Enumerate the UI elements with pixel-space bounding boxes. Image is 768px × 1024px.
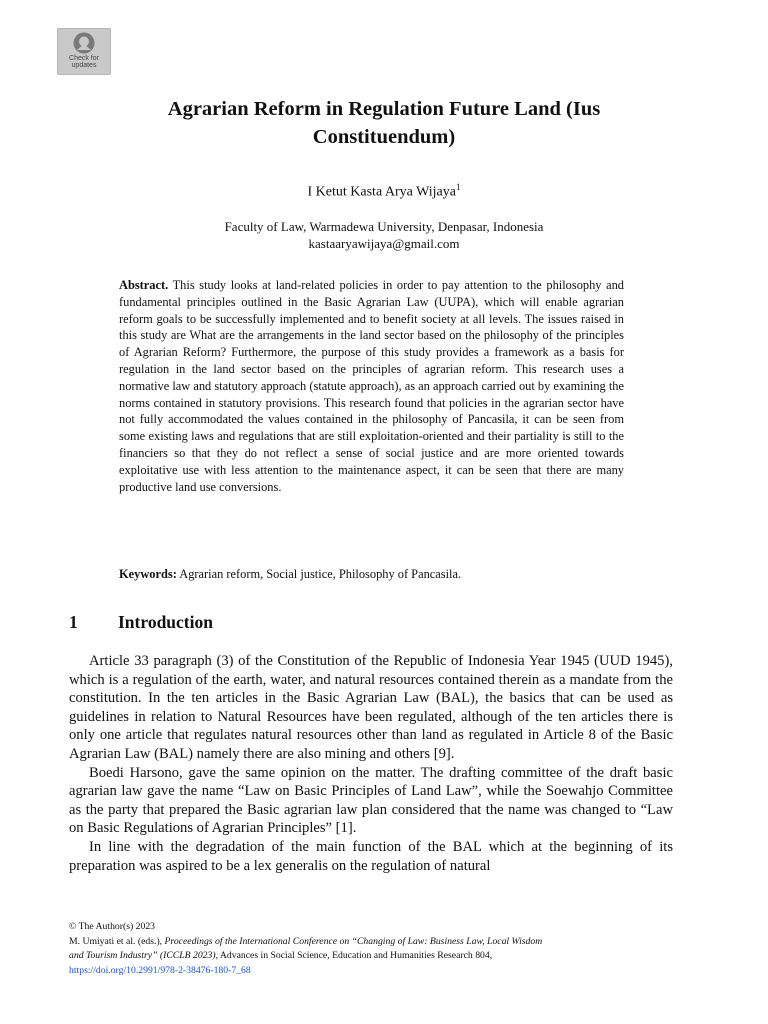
abstract-text: This study looks at land-related policies in order to pay attention to the philosophy and fundamental principles outlined in the Basic Agrarian Law (UUPA), which will enable agrarian reform goals to be successfully implemented and to benefit society at all levels. The issues raised in this study are What are the arrangements in the land sector based on the philosophy of the principles of Agrarian Reform? Furthermore, the purpose of this study provides a framework as a basis for regulation in the land sector based on the principles of agrarian reform. This research uses a normative law and statutory approach (statute approach), as an approach carried out by examining the norms contained in statutory provisions. This research found that policies in the agrarian sector have not fully accommodated the values contained in the philosophy of Pancasila, it can be seen from some existing laws and regulations that are still exploitation-oriented and their partiality is still to the financiers so that they do not reflect a sense of social justice and are more oriented towards exploitative use with less attention to the maintenance aspect, it can be seen that there are many productive land use conversions. [119, 278, 624, 494]
title-line-2: Constituendum) [312, 126, 456, 148]
section-number: 1 [69, 612, 78, 632]
body-text [69, 652, 673, 875]
author [84, 182, 684, 201]
paper-title [84, 95, 684, 151]
author-affiliation-marker: 1 [455, 182, 461, 192]
affiliation [84, 218, 684, 252]
author-email[interactable]: kastaaryawijaya@gmail.com [308, 236, 460, 251]
citation-continued [69, 949, 709, 964]
abstract [119, 277, 624, 495]
keywords-text: Agrarian reform, Social justice, Philosophy of Pancasila. [176, 567, 462, 581]
footer [69, 920, 709, 978]
proceedings-title-line1: Proceedings of the International Conference on “Changing of Law: Business Law, Local Wisdom [164, 935, 543, 947]
badge-label-line1: Check for [69, 55, 99, 62]
keywords-label: Keywords: [119, 567, 177, 581]
citation [69, 935, 709, 950]
section-heading [69, 612, 213, 633]
copyright: © The Author(s) 2023 [69, 921, 156, 932]
proceedings-title-line2: and Tourism Industry” (ICCLB 2023) [69, 950, 216, 961]
doi-link[interactable]: https://doi.org/10.2991/978-2-38476-180-7_68 [69, 964, 251, 976]
section-title: Introduction [118, 612, 213, 632]
check-for-updates-icon [72, 31, 96, 55]
keywords [119, 566, 624, 583]
institution: Faculty of Law, Warmadewa University, Denpasar, Indonesia [224, 219, 544, 234]
citation-editors: M. Umiyati et al. (eds.), [69, 935, 165, 947]
paragraph: In line with the degradation of the main function of the BAL which at the beginning of its preparation was aspired to be a lex generalis on the regulation of natural [69, 838, 673, 874]
paragraph: Article 33 paragraph (3) of the Constitution of the Republic of Indonesia Year 1945 (UUD 1945), which is a regulation of the earth, water, and natural resources contained therein as a mandate from the constitution. In the ten articles in the Basic Agrarian Law (BAL), the basics that can be used as guidelines in relation to Natural Resources have been regulated, although of the ten articles there is only one article that regulates natural resources other than land as regulated in Article 8 of the Basic Agrarian Law (BAL) namely there are also mining and others [9]. [69, 653, 673, 762]
check-for-updates-badge[interactable] [57, 28, 111, 75]
paragraph: Boedi Harsono, gave the same opinion on the matter. The drafting committee of the draft basic agrarian law gave the name “Law on Basic Principles of Land Law”, while the Soewahjo Committee as the party that prepared the Basic agrarian law plan considered that the name was changed to “Law on Basic Regulations of Agrarian Principles” [1]. [69, 764, 673, 837]
badge-label-line2: updates [71, 62, 97, 69]
author-name: I Ketut Kasta Arya Wijaya [307, 184, 456, 200]
title-line-1: Agrarian Reform in Regulation Future Land (Ius [167, 98, 601, 120]
series: , Advances in Social Science, Education and Humanities Research 804, [215, 950, 493, 961]
abstract-label: Abstract. [119, 278, 169, 292]
